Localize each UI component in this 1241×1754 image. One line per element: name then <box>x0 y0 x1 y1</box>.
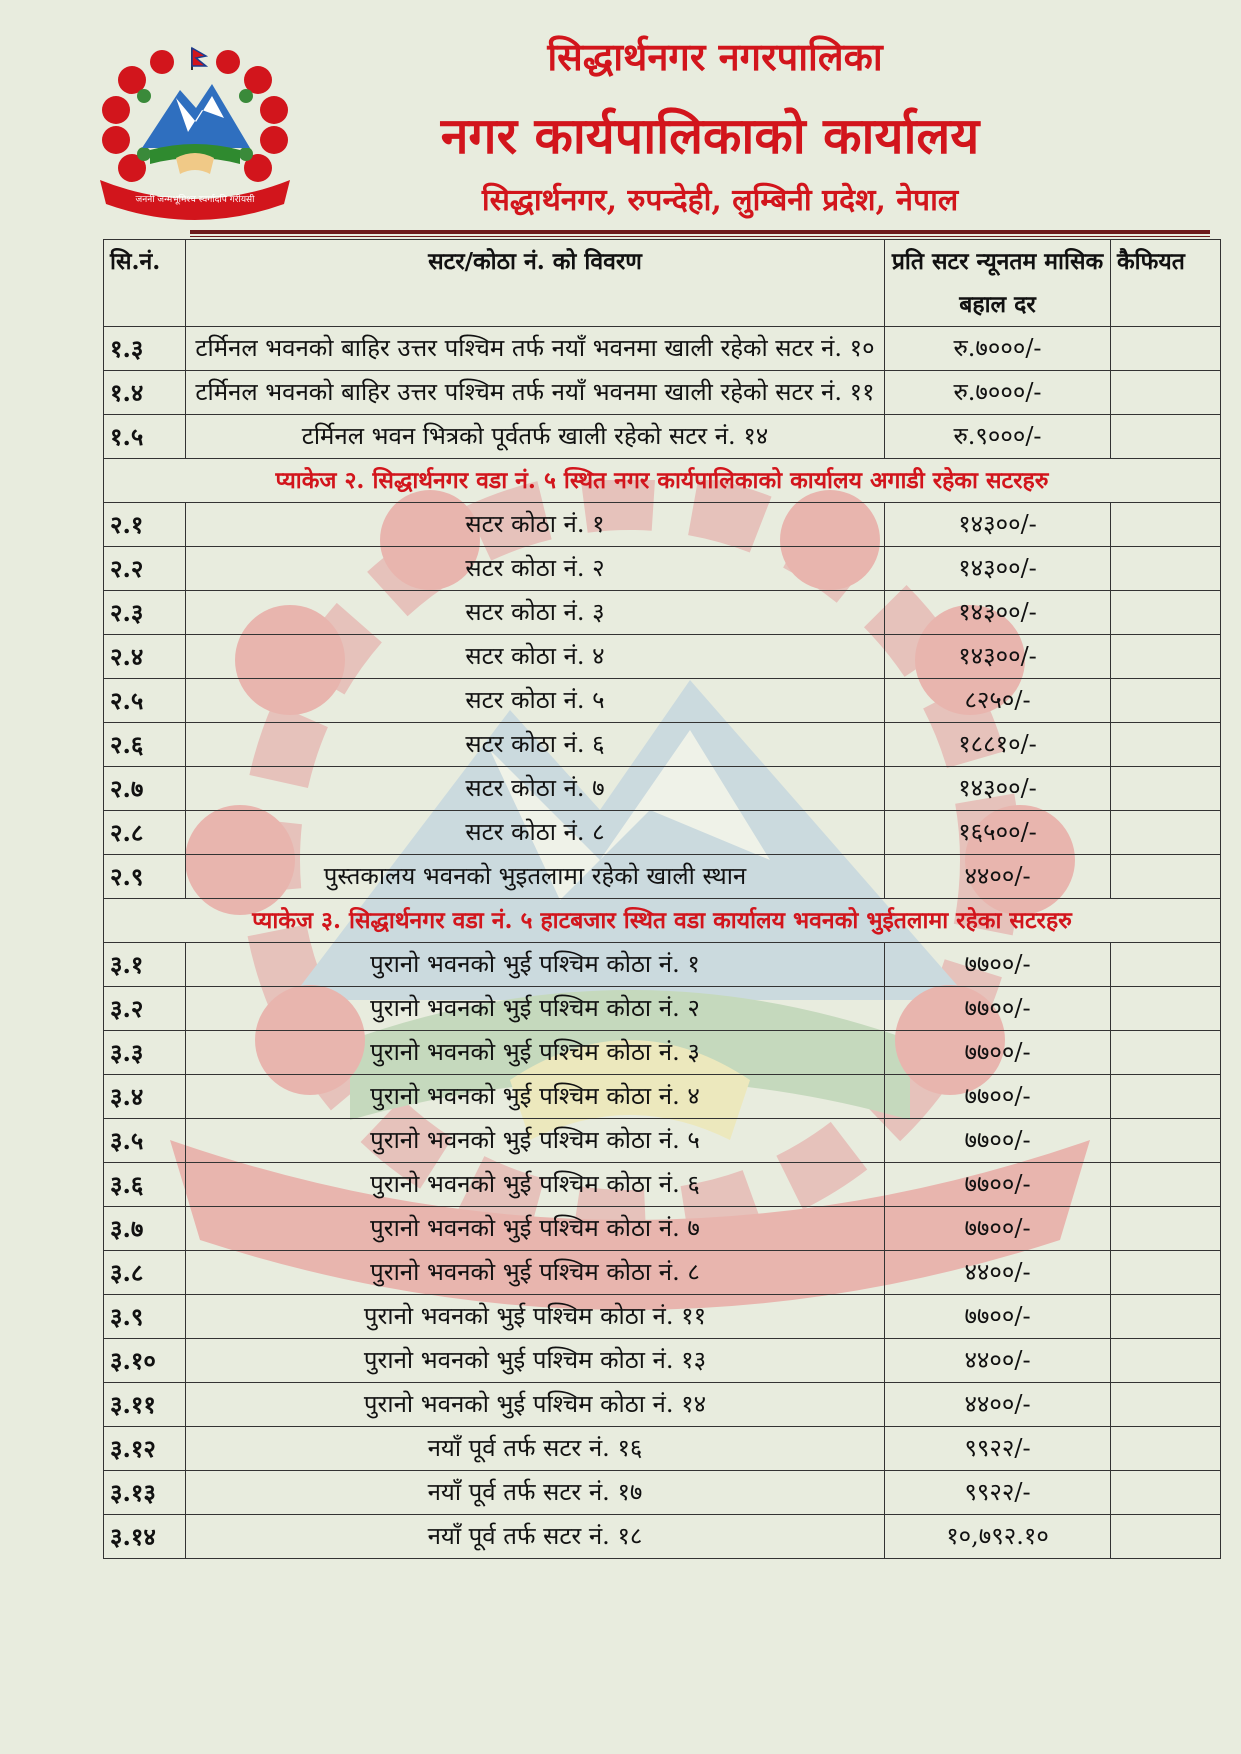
row-description: पुरानो भवनको भुई पश्चिम कोठा नं. १ <box>186 943 885 987</box>
row-sn: ३.२ <box>104 987 186 1031</box>
row-rate: १४३००/- <box>885 635 1111 679</box>
row-remark <box>1111 1383 1221 1427</box>
row-remark <box>1111 371 1221 415</box>
row-sn: १.५ <box>104 415 186 459</box>
row-sn: ३.१३ <box>104 1471 186 1515</box>
row-remark <box>1111 723 1221 767</box>
row-rate: ७७००/- <box>885 1031 1111 1075</box>
table-row <box>104 327 1221 371</box>
row-rate: रु.७०००/- <box>885 371 1111 415</box>
row-remark <box>1111 811 1221 855</box>
row-description: सटर कोठा नं. ६ <box>186 723 885 767</box>
municipality-name: सिद्धार्थनगर नगरपालिका <box>547 34 883 79</box>
row-rate: ४४००/- <box>885 1339 1111 1383</box>
row-remark <box>1111 547 1221 591</box>
col-header-rate: प्रति सटर न्यूनतम मासिक बहाल दर <box>885 240 1111 327</box>
package-3-title: प्याकेज ३. सिद्धार्थनगर वडा नं. ५ हाटबजार स्थित वडा कार्यालय भवनको भुईतलामा रहेका सटरहरु <box>104 899 1221 943</box>
row-remark <box>1111 1163 1221 1207</box>
row-remark <box>1111 767 1221 811</box>
row-rate: ४४००/- <box>885 1251 1111 1295</box>
row-remark <box>1111 1515 1221 1559</box>
row-sn: २.६ <box>104 723 186 767</box>
row-remark <box>1111 1075 1221 1119</box>
row-rate: ४४००/- <box>885 1383 1111 1427</box>
row-description: पुस्तकालय भवनको भुइतलामा रहेको खाली स्थान <box>186 855 885 899</box>
row-remark <box>1111 1251 1221 1295</box>
row-description: टर्मिनल भवनको बाहिर उत्तर पश्चिम तर्फ नयाँ भवनमा खाली रहेको सटर नं. १० <box>186 327 885 371</box>
row-sn: ३.९ <box>104 1295 186 1339</box>
col-header-remarks: कैफियत <box>1111 240 1221 327</box>
row-description: सटर कोठा नं. ८ <box>186 811 885 855</box>
row-description: पुरानो भवनको भुई पश्चिम कोठा नं. ६ <box>186 1163 885 1207</box>
row-rate: रु.७०००/- <box>885 327 1111 371</box>
row-sn: ३.८ <box>104 1251 186 1295</box>
office-name: नगर कार्यपालिकाको कार्यालय <box>440 106 980 165</box>
row-remark <box>1111 1031 1221 1075</box>
row-description: टर्मिनल भवन भित्रको पूर्वतर्फ खाली रहेको सटर नं. १४ <box>186 415 885 459</box>
row-description: पुरानो भवनको भुई पश्चिम कोठा नं. १३ <box>186 1339 885 1383</box>
row-remark <box>1111 503 1221 547</box>
row-description: नयाँ पूर्व तर्फ सटर नं. १७ <box>186 1471 885 1515</box>
row-remark <box>1111 1471 1221 1515</box>
table-row <box>104 635 1221 679</box>
row-remark <box>1111 1207 1221 1251</box>
row-description: सटर कोठा नं. २ <box>186 547 885 591</box>
office-address: सिद्धार्थनगर, रुपन्देही, लुम्बिनी प्रदेश, नेपाल <box>481 183 959 218</box>
row-description: पुरानो भवनको भुई पश्चिम कोठा नं. २ <box>186 987 885 1031</box>
package-2-title: प्याकेज २. सिद्धार्थनगर वडा नं. ५ स्थित नगर कार्यपालिकाको कार्यालय अगाडी रहेका सटरहरु <box>104 459 1221 503</box>
row-sn: ३.१० <box>104 1339 186 1383</box>
row-sn: २.९ <box>104 855 186 899</box>
row-rate: रु.९०००/- <box>885 415 1111 459</box>
row-sn: ३.१२ <box>104 1427 186 1471</box>
row-sn: ३.६ <box>104 1163 186 1207</box>
row-description: पुरानो भवनको भुई पश्चिम कोठा नं. ३ <box>186 1031 885 1075</box>
row-rate: १४३००/- <box>885 591 1111 635</box>
row-sn: २.७ <box>104 767 186 811</box>
row-sn: २.३ <box>104 591 186 635</box>
row-rate: १६५००/- <box>885 811 1111 855</box>
svg-text:जननी जन्मभूमिश्च स्वर्गादपि गर: जननी जन्मभूमिश्च स्वर्गादपि गरीयसी <box>135 195 255 205</box>
row-sn: २.२ <box>104 547 186 591</box>
table-row <box>104 1427 1221 1471</box>
table-row <box>104 1295 1221 1339</box>
table-row <box>104 1075 1221 1119</box>
row-sn: ३.३ <box>104 1031 186 1075</box>
row-sn: ३.१ <box>104 943 186 987</box>
table-row <box>104 503 1221 547</box>
row-rate: १८८१०/- <box>885 723 1111 767</box>
table-body <box>104 327 1221 1559</box>
row-remark <box>1111 591 1221 635</box>
table-row <box>104 547 1221 591</box>
row-remark <box>1111 679 1221 723</box>
row-rate: ७७००/- <box>885 1075 1111 1119</box>
row-sn: ३.११ <box>104 1383 186 1427</box>
package-3-header-row <box>104 899 1221 943</box>
row-remark <box>1111 1427 1221 1471</box>
row-rate: ८२५०/- <box>885 679 1111 723</box>
table-row <box>104 1471 1221 1515</box>
table-row <box>104 987 1221 1031</box>
table-row <box>104 943 1221 987</box>
table-row <box>104 1383 1221 1427</box>
row-remark <box>1111 1339 1221 1383</box>
row-rate: ७७००/- <box>885 987 1111 1031</box>
row-remark <box>1111 415 1221 459</box>
table-row <box>104 1031 1221 1075</box>
table-row <box>104 679 1221 723</box>
row-description: सटर कोठा नं. ७ <box>186 767 885 811</box>
table-row <box>104 1515 1221 1559</box>
table-row <box>104 1163 1221 1207</box>
table-header-row <box>104 240 1221 327</box>
table-row <box>104 855 1221 899</box>
row-sn: ३.१४ <box>104 1515 186 1559</box>
table-row <box>104 1119 1221 1163</box>
row-rate: १०,७९२.१० <box>885 1515 1111 1559</box>
row-sn: २.८ <box>104 811 186 855</box>
row-description: पुरानो भवनको भुई पश्चिम कोठा नं. ८ <box>186 1251 885 1295</box>
col-header-description: सटर/कोठा नं. को विवरण <box>186 240 885 327</box>
row-description: पुरानो भवनको भुई पश्चिम कोठा नं. ४ <box>186 1075 885 1119</box>
row-rate: ७७००/- <box>885 943 1111 987</box>
row-description: सटर कोठा नं. ५ <box>186 679 885 723</box>
table-row <box>104 1251 1221 1295</box>
row-description: टर्मिनल भवनको बाहिर उत्तर पश्चिम तर्फ नयाँ भवनमा खाली रहेको सटर नं. ११ <box>186 371 885 415</box>
row-rate: ७७००/- <box>885 1295 1111 1339</box>
row-sn: ३.५ <box>104 1119 186 1163</box>
row-rate: १४३००/- <box>885 503 1111 547</box>
row-rate: ७७००/- <box>885 1119 1111 1163</box>
row-description: पुरानो भवनको भुई पश्चिम कोठा नं. ५ <box>186 1119 885 1163</box>
col-header-sn: सि.नं. <box>104 240 186 327</box>
header-rule-thin <box>190 236 1210 237</box>
package-2-header-row <box>104 459 1221 503</box>
row-sn: १.३ <box>104 327 186 371</box>
row-remark <box>1111 635 1221 679</box>
row-remark <box>1111 943 1221 987</box>
row-description: पुरानो भवनको भुई पश्चिम कोठा नं. १४ <box>186 1383 885 1427</box>
row-sn: ३.४ <box>104 1075 186 1119</box>
nepal-emblem-icon <box>92 40 298 220</box>
table-row <box>104 371 1221 415</box>
row-remark <box>1111 1295 1221 1339</box>
row-sn: २.१ <box>104 503 186 547</box>
row-rate: १४३००/- <box>885 767 1111 811</box>
table-row <box>104 591 1221 635</box>
row-description: सटर कोठा नं. ३ <box>186 591 885 635</box>
row-rate: ७७००/- <box>885 1207 1111 1251</box>
table-row <box>104 1339 1221 1383</box>
row-description: नयाँ पूर्व तर्फ सटर नं. १६ <box>186 1427 885 1471</box>
row-sn: २.५ <box>104 679 186 723</box>
table-row <box>104 767 1221 811</box>
table-row <box>104 1207 1221 1251</box>
row-sn: २.४ <box>104 635 186 679</box>
row-sn: ३.७ <box>104 1207 186 1251</box>
row-description: पुरानो भवनको भुई पश्चिम कोठा नं. ७ <box>186 1207 885 1251</box>
row-description: नयाँ पूर्व तर्फ सटर नं. १८ <box>186 1515 885 1559</box>
rent-rate-table <box>103 239 1221 1559</box>
row-remark <box>1111 327 1221 371</box>
row-rate: ९९२२/- <box>885 1427 1111 1471</box>
row-description: सटर कोठा नं. १ <box>186 503 885 547</box>
table-row <box>104 723 1221 767</box>
row-description: पुरानो भवनको भुई पश्चिम कोठा नं. ११ <box>186 1295 885 1339</box>
row-rate: ७७००/- <box>885 1163 1111 1207</box>
row-sn: १.४ <box>104 371 186 415</box>
row-description: सटर कोठा नं. ४ <box>186 635 885 679</box>
header-rule <box>190 230 1210 234</box>
row-rate: ४४००/- <box>885 855 1111 899</box>
row-remark <box>1111 1119 1221 1163</box>
table-row <box>104 415 1221 459</box>
table-row <box>104 811 1221 855</box>
row-rate: १४३००/- <box>885 547 1111 591</box>
row-rate: ९९२२/- <box>885 1471 1111 1515</box>
row-remark <box>1111 855 1221 899</box>
row-remark <box>1111 987 1221 1031</box>
